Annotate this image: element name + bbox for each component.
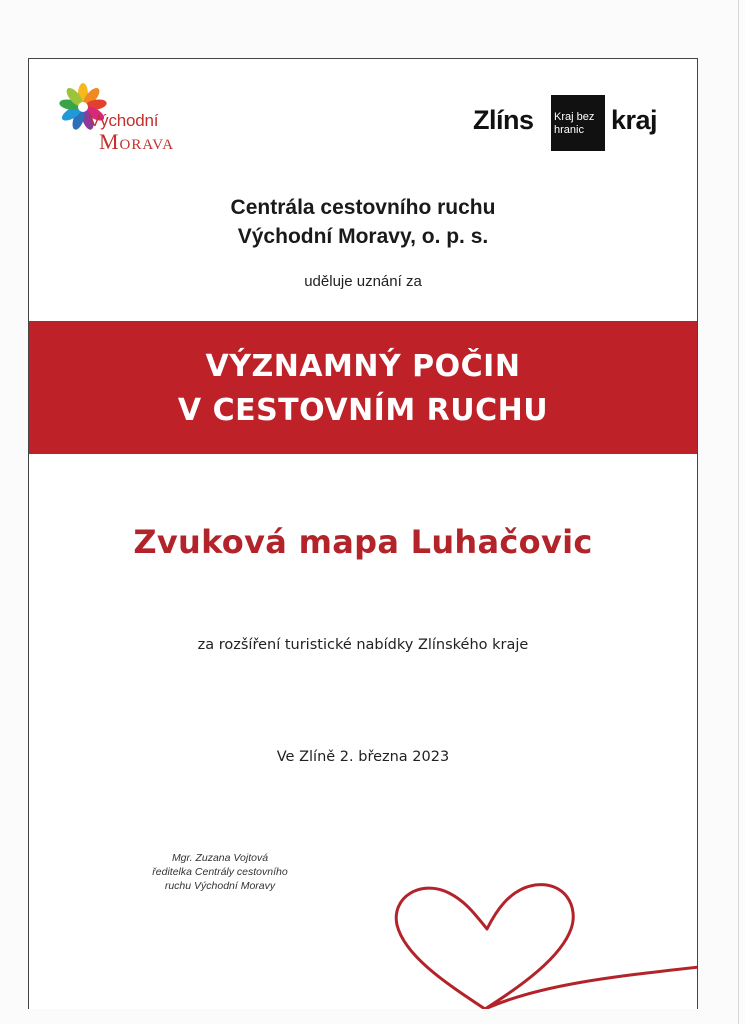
issuer-line-2: Východní Moravy, o. p. s. [237, 225, 489, 248]
date-place: Ve Zlíně 2. března 2023 [276, 749, 450, 765]
certificate-page [28, 58, 698, 1009]
signatory-title-2: ruchu Východní Moravy [164, 880, 276, 892]
logo-text-vychodni: Východní [89, 111, 159, 130]
award-title-line-2: V CESTOVNÍM RUCHU [177, 393, 549, 428]
logo-text-kraj: kraj [611, 105, 658, 135]
logo-text-morava: Morava [99, 129, 175, 154]
award-banner [29, 321, 697, 454]
zlinsky-kraj-logo [473, 95, 683, 155]
logo-black-box [551, 95, 605, 151]
signature-block [135, 851, 305, 893]
intro-text: uděluje uznání za [304, 273, 422, 290]
logo-text-zlins: Zlíns [473, 105, 534, 135]
logo-box-line1: Kraj bez [554, 111, 595, 123]
signatory-title-1: ředitelka Centrály cestovního [152, 866, 288, 878]
recipient-title: Zvuková mapa Luhačovic [133, 523, 593, 561]
award-title-line-1: VÝZNAMNÝ POČIN [205, 349, 521, 384]
heart-line-icon [309, 867, 698, 1009]
issuer-line-1: Centrála cestovního ruchu [230, 196, 496, 219]
issuer-name [29, 193, 697, 251]
logo-box-line2: hranic [554, 124, 584, 136]
scan-edge [738, 0, 739, 1024]
vychodni-morava-logo [55, 81, 215, 161]
signatory-name: Mgr. Zuzana Vojtová [171, 852, 269, 864]
award-reason: za rozšíření turistické nabídky Zlínského kraje [197, 637, 529, 653]
